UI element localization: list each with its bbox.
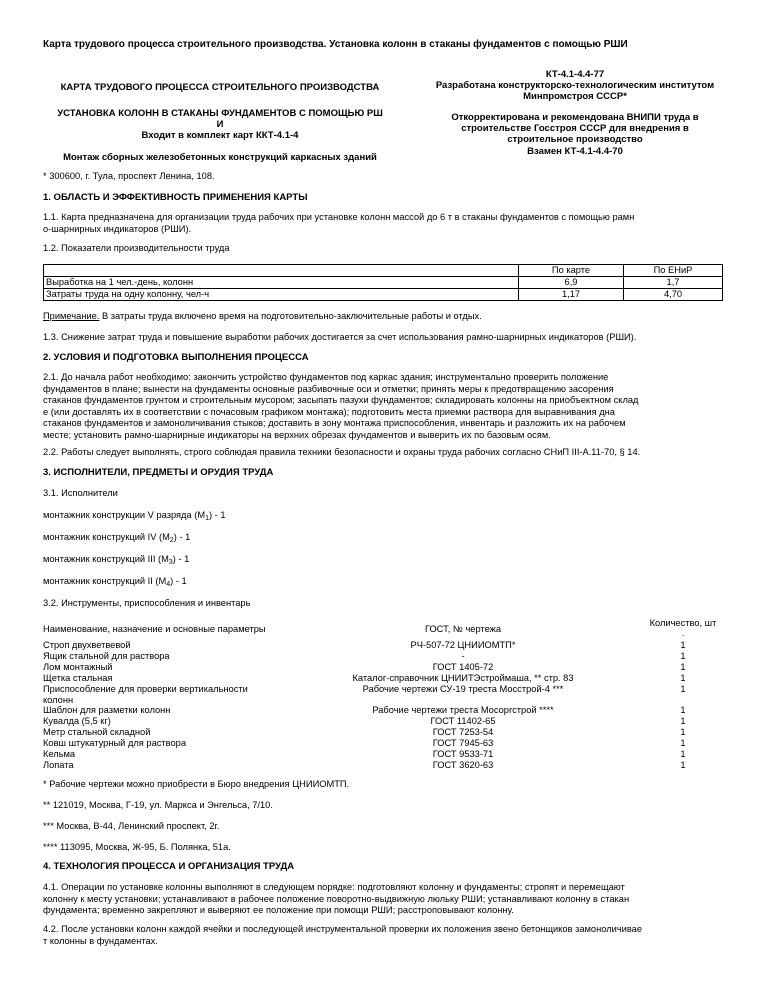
text-line: стаканов фундаментов и замоноличивания стыков; доставить в зону монтажа приспособления, инвентарь и разложить их на рабочем (43, 418, 626, 429)
kit-reference: Входит в комплект карт ККТ-4.1-4 (141, 130, 299, 141)
text-line: е (или доставлять их в соответствии с почасовым графиком монтажа); подготовить места приемки раствора для выравнивания дна (43, 406, 615, 417)
p-1-1-line-1: 1.1. Карта предназначена для организации труда рабочих при установке колонн массой до 6 т в стаканы фундаментов с помощью рамн (43, 212, 635, 222)
p-1-1 (43, 212, 723, 235)
p-2-2: 2.2. Работы следует выполнять, строго соблюдая правила техники безопасности и охраны труда рабочих согласно СНиП III-А.11-70, § 14. (43, 447, 641, 457)
tool-gost: ГОСТ 3620-63 (432, 759, 494, 770)
worker-index: 1 (205, 515, 209, 522)
tool-name: Кувалда (5,5 кг) (43, 716, 111, 727)
tools-header-gost: ГОСТ, № чертежа (424, 624, 502, 634)
tool-row (43, 760, 723, 771)
corrected-line-3: строительное производство (507, 134, 643, 145)
tool-gost: ГОСТ 11402-65 (430, 716, 496, 727)
tool-name: Щетка стальная (43, 672, 113, 683)
worker-label: монтажник конструкций II (М (43, 576, 167, 586)
worker-item (43, 576, 723, 590)
tool-row (43, 716, 723, 727)
p-3-1: 3.1. Исполнители (43, 488, 118, 498)
tool-qty: 1 (680, 749, 686, 759)
table-header: По карте (519, 265, 624, 277)
tool-name: Шаблон для разметки колонн (43, 705, 171, 716)
tool-qty: 1 (680, 705, 686, 716)
section-1-title: 1. ОБЛАСТЬ И ЭФФЕКТИВНОСТЬ ПРИМЕНЕНИЯ КАРТЫ (43, 192, 308, 203)
tool-qty: 1 (680, 727, 686, 738)
tool-gost: ГОСТ 9533-71 (432, 749, 494, 759)
performance-table (43, 264, 723, 301)
corrected-line-1: Откорректирована и рекомендована ВНИПИ труда в (451, 112, 699, 123)
table-header-row (44, 265, 723, 277)
table-header (44, 265, 519, 277)
note-label: Примечание. (43, 311, 100, 321)
tool-row (43, 673, 723, 684)
tool-qty: 1 (680, 716, 686, 727)
text-line: фундамента; временно закрепляют и выверяют ее положение при помощи РШИ; расстроповывают колонну. (43, 905, 514, 916)
table-cell: Затраты труда на одну колонну, чел-ч (44, 289, 519, 301)
p-1-3: 1.3. Снижение затрат труда и повышение выработки рабочих достигается за счет использования рамно-шарнирных индикаторов (РШИ). (43, 332, 637, 342)
worker-count: ) - 1 (208, 510, 226, 520)
text-line: 4.2. После установки колонн каждой ячейки и последующей инструментальной проверки их положения звено бетонщиков замоноличивае (43, 924, 643, 934)
tool-name: Кельма (43, 749, 76, 759)
worker-item (43, 532, 723, 546)
tool-name: Ящик стальной для раствора (43, 650, 170, 661)
category: Монтаж сборных железобетонных конструкций каркасных зданий (63, 152, 377, 163)
section-4-title: 4. ТЕХНОЛОГИЯ ПРОЦЕССА И ОРГАНИЗАЦИЯ ТРУДА (43, 861, 295, 872)
worker-index: 3 (168, 559, 173, 566)
p-4-2 (43, 924, 723, 947)
tool-qty: 1 (680, 738, 686, 749)
tool-row (43, 705, 723, 716)
worker-count: ) - 1 (172, 554, 190, 564)
worker-label: монтажник конструкций IV (М (43, 532, 170, 542)
card-title: КАРТА ТРУДОВОГО ПРОЦЕССА СТРОИТЕЛЬНОГО ПРОИЗВОДСТВА (60, 82, 380, 93)
tool-gost: Рабочие чертежи треста Мосоргстрой **** (372, 705, 554, 716)
tool-qty: 1 (680, 640, 686, 650)
tool-gost: РЧ-507-72 ЦНИИОМТП* (410, 640, 516, 650)
table-cell: 6,9 (519, 277, 624, 289)
text-line: 4.1. Операции по установке колонны выполняют в следующем порядке: подготовляют колонну и фундаменты; стропят и перемещают (43, 882, 625, 892)
footnote: * Рабочие чертежи можно приобрести в Бюро внедрения ЦНИИОМТП. (43, 779, 350, 789)
worker-index: 4 (166, 581, 171, 588)
tool-row (43, 749, 723, 760)
worker-item (43, 554, 723, 568)
footnote: **** 113095, Москва, Ж-95, Б. Полянка, 51а. (43, 842, 231, 852)
tool-name: Метр стальной складной (43, 727, 151, 738)
text-line: 2.1. До начала работ необходимо: закончить устройство фундаментов под каркас здания; инструментально проверить положение (43, 372, 609, 382)
p-1-2: 1.2. Показатели производительности труда (43, 243, 230, 253)
tools-header-qty-dot-row (43, 628, 723, 639)
card-code: КТ-4.1-4.4-77 (545, 69, 605, 80)
table-cell: Выработка на 1 чел.-день, колонн (44, 277, 519, 289)
section-3-title: 3. ИСПОЛНИТЕЛИ, ПРЕДМЕТЫ И ОРУДИЯ ТРУДА (43, 467, 274, 478)
table-cell: 1,17 (519, 289, 624, 301)
footnote: ** 121019, Москва, Г-19, ул. Маркса и Энгельса, 7/10. (43, 800, 273, 810)
tool-name: Ковш штукатурный для раствора (43, 738, 187, 749)
table-header: По ЕНиР (624, 265, 723, 277)
tool-gost: Рабочие чертежи СУ-19 треста Мосстрой-4 *** (362, 683, 564, 694)
table-row (44, 289, 723, 301)
tool-row (43, 640, 723, 651)
tool-name: Приспособление для проверки вертикальности (43, 683, 248, 694)
developer-line-2: Минпромстроя СССР* (523, 91, 627, 102)
worker-label: монтажник конструкции V разряда (М (43, 510, 206, 520)
tool-name: Лопата (43, 759, 74, 770)
tool-gost: - (461, 650, 465, 661)
text-line: месте; установить рамно-шарнирные индикаторы на верхних обрезах фундаментов и выверить их по базовым осям. (43, 430, 551, 441)
tool-name: Строп двухветвевой (43, 640, 131, 650)
tool-qty: 1 (680, 650, 686, 661)
worker-item (43, 510, 723, 524)
p-3-2: 3.2. Инструменты, приспособления и инвентарь (43, 598, 251, 608)
text-line: т колонны в фундаментах. (43, 935, 158, 946)
card-subtitle: УСТАНОВКА КОЛОНН В СТАКАНЫ ФУНДАМЕНТОВ С ПОМОЩЬЮ РШ (57, 108, 383, 119)
section-2-title: 2. УСЛОВИЯ И ПОДГОТОВКА ВЫПОЛНЕНИЯ ПРОЦЕССА (43, 352, 309, 363)
tool-name: колонн (43, 694, 74, 705)
tool-gost: ГОСТ 7253-54 (432, 727, 494, 738)
p-1-1-line-2: о-шарнирных индикаторов (РШИ). (43, 223, 192, 234)
tool-qty: 1 (680, 683, 686, 694)
table-row (44, 277, 723, 289)
tools-header-qty: Количество, шт (649, 618, 717, 628)
tools-header-name: Наименование, назначение и основные параметры (43, 624, 266, 634)
replaces: Взамен КТ-4.1-4.4-70 (527, 146, 623, 157)
p-4-1 (43, 882, 723, 917)
tool-qty: 1 (680, 672, 686, 683)
corrected-line-2: строительстве Госстроя СССР для внедрения в (461, 123, 689, 134)
tool-row (43, 662, 723, 673)
table-cell: 1,7 (624, 277, 723, 289)
worker-count: ) - 1 (170, 576, 187, 586)
tool-row (43, 695, 723, 706)
tool-row (43, 684, 723, 695)
tools-header-qty-dot: . (681, 628, 685, 638)
worker-label: монтажник конструкций III (М (43, 554, 169, 564)
tool-name: Лом монтажный (43, 661, 113, 672)
tool-row (43, 651, 723, 662)
tool-qty: 1 (680, 759, 686, 770)
p-2-1 (43, 372, 723, 442)
tool-qty: 1 (680, 661, 686, 672)
table-cell: 4,70 (624, 289, 723, 301)
text-line: колонну к месту установки; устанавливают в рабочее положение поворотно-выдвижную люльку РШИ; устанавливают колонну в стакан (43, 893, 630, 904)
footnote: *** Москва, В-44, Ленинский проспект, 2г. (43, 821, 220, 831)
address-note: * 300600, г. Тула, проспект Ленина, 108. (43, 171, 215, 181)
developer-line-1: Разработана конструкторско-технологическим институтом (435, 80, 715, 91)
tool-row (43, 738, 723, 749)
note-text: В затраты труда включено время на подготовительно-заключительные работы и отдых. (99, 311, 482, 321)
note (43, 311, 723, 323)
tool-gost: Каталог-справочник ЦНИИТЭстроймаша, ** стр. 83 (352, 672, 574, 683)
worker-index: 2 (169, 537, 174, 544)
tool-gost: ГОСТ 7945-63 (432, 738, 494, 749)
document-title: Карта трудового процесса строительного производства. Установка колонн в стаканы фундаментов с помощью РШИ (43, 39, 628, 50)
worker-count: ) - 1 (173, 532, 191, 542)
tool-row (43, 727, 723, 738)
card-subtitle-cont: И (216, 119, 224, 130)
tool-gost: ГОСТ 1405-72 (432, 661, 494, 672)
text-line: фундаментов в плане; вынести на фундаменты основные разбивочные оси и отметки; принять меры к предотвращению засорения (43, 383, 614, 394)
text-line: стаканов фундаментов грунтом и строительным мусором; засыпать пазухи фундаментов; складировать колонны на приобъектном склад (43, 395, 639, 406)
